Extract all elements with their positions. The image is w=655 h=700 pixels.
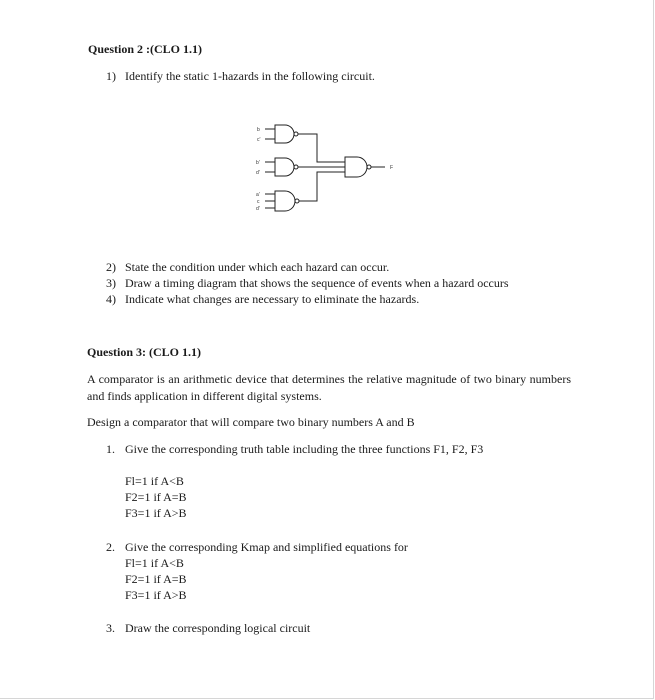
logic-circuit-diagram <box>245 118 415 218</box>
q3-item1-number: 1. <box>106 442 115 456</box>
gate1-input-2: c' <box>257 137 261 143</box>
q3-heading: Question 3: (CLO 1.1) <box>87 345 201 359</box>
q3-list1-line1: Fl=1 if A<B <box>125 474 184 488</box>
q2-heading: Question 2 :(CLO 1.1) <box>88 42 202 56</box>
q2-item4-number: 4) <box>106 292 116 306</box>
nand-gate-output-bubble <box>367 165 371 169</box>
q3-item1-text: Give the corresponding truth table including the three functions F1, F2, F3 <box>125 442 484 456</box>
nand-gate-1-bubble <box>294 132 298 136</box>
q2-item4-text: Indicate what changes are necessary to eliminate the hazards. <box>125 292 420 306</box>
gate3-input-1: a' <box>256 192 260 198</box>
q3-list2-line1: Fl=1 if A<B <box>125 556 184 570</box>
q3-item3-text: Draw the corresponding logical circuit <box>125 621 311 635</box>
q3-intro-paragraph: A comparator is an arithmetic device that determines the relative magnitude of two binary numbers and finds application in different digital systems. <box>87 372 571 403</box>
gate1-input-1: b <box>257 127 260 133</box>
q2-item2-text: State the condition under which each hazard can occur. <box>125 260 390 274</box>
q2-item3-text: Draw a timing diagram that shows the sequence of events when a hazard occurs <box>125 276 509 290</box>
q3-item2-number: 2. <box>106 540 115 554</box>
nand-gate-3 <box>275 191 295 211</box>
nand-gate-1 <box>275 125 294 143</box>
q3-design-statement: Design a comparator that will compare two binary numbers A and B <box>87 415 415 429</box>
gate2-input-1: b' <box>256 160 260 166</box>
q3-list2-line3: F3=1 if A>B <box>125 588 187 602</box>
gate3-input-3: d' <box>256 206 260 212</box>
nand-gate-2 <box>275 158 294 176</box>
q3-list1-line2: F2=1 if A=B <box>125 490 187 504</box>
q3-item3-number: 3. <box>106 621 115 635</box>
q3-list1-line3: F3=1 if A>B <box>125 506 187 520</box>
q2-item1-text: Identify the static 1-hazards in the following circuit. <box>125 69 375 83</box>
q2-item3-number: 3) <box>106 276 116 290</box>
q3-list2-line2: F2=1 if A=B <box>125 572 187 586</box>
gate2-input-2: d' <box>256 170 260 176</box>
output-label: F <box>390 165 394 171</box>
q2-item1-number: 1) <box>106 69 116 83</box>
nand-gate-2-bubble <box>294 165 298 169</box>
q3-item2-text: Give the corresponding Kmap and simplified equations for <box>125 540 408 554</box>
nand-gate-3-bubble <box>295 199 299 203</box>
q2-item2-number: 2) <box>106 260 116 274</box>
nand-gate-output <box>345 157 367 177</box>
gate3-input-2: c <box>257 199 260 205</box>
